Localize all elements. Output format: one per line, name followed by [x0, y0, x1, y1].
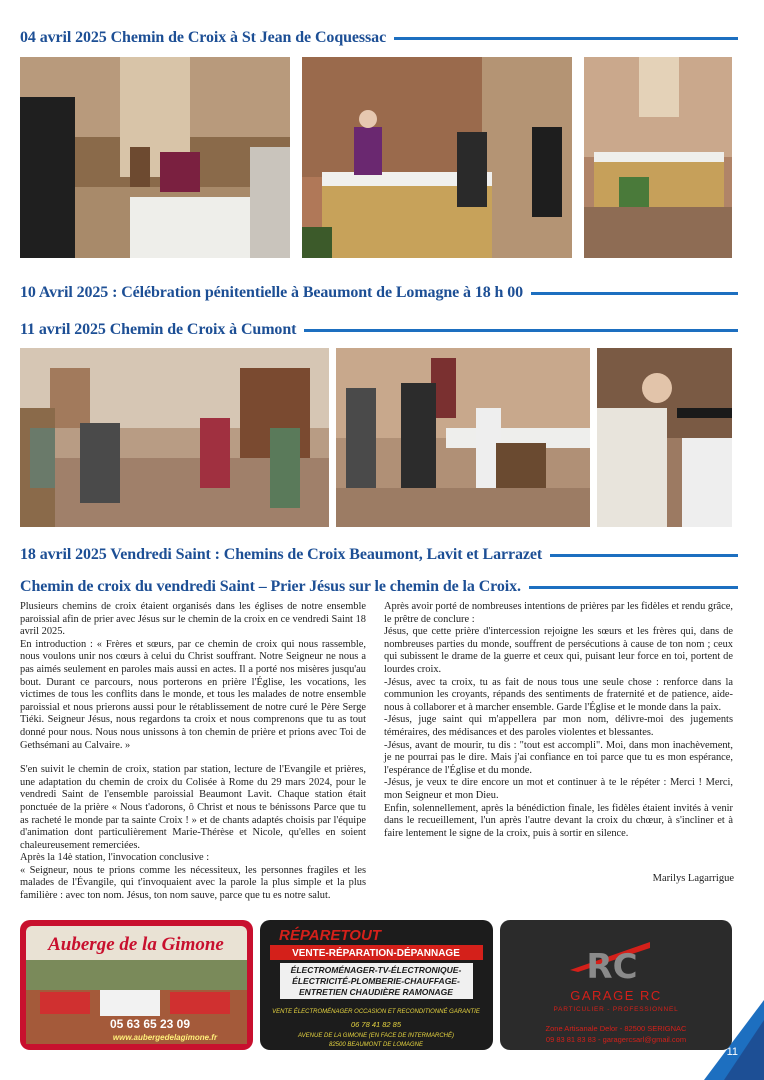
repare-addr1: AVENUE DE LA GIMONE (EN FACE DE INTERMARCHÉ)	[297, 1033, 455, 1039]
article-paragraph: Après la 14è station, l'invocation conclusive :	[20, 852, 210, 864]
article-paragraph: « Seigneur, nous te prions comme les nécessiteux, les personnes fragiles et les malades de l'Évangile, qui t'invoquaient avec la parole la plus simple et la plus familière : avec ton nom. Jésus, ton nom sauve, parce que tu es notre salut.	[20, 864, 366, 902]
corner-decoration	[704, 1000, 764, 1080]
heading-text: 04 avril 2025 Chemin de Croix à St Jean de Coquessac	[20, 29, 387, 46]
section-heading-beaumont	[20, 284, 738, 302]
photo-cumont-3	[597, 348, 732, 527]
repare-addr2: 82500 BEAUMONT DE LOMAGNE	[328, 1042, 424, 1048]
section-heading-cumont	[20, 321, 738, 339]
section-heading-prier-jesus	[20, 578, 738, 596]
heading-text: Chemin de croix du vendredi Saint – Prier Jésus sur le chemin de la Croix.	[20, 578, 521, 595]
photo-coquessac-1	[20, 57, 290, 258]
repare-line5: VENTE ÉLECTROMÉNAGER OCCASION ET RECONDITIONNÉ GARANTIE	[272, 1009, 480, 1015]
garage-logo: RC	[586, 947, 638, 987]
page-number: 11	[726, 1046, 738, 1058]
repare-line2: ÉLECTROMÉNAGER-TV-ÉLECTRONIQUE-	[290, 965, 462, 975]
repare-line3: ÉLECTRICITÉ-PLOMBERIE-CHAUFFAGE-	[292, 976, 460, 986]
article-signature: Marilys Lagarrigue	[652, 873, 734, 884]
article-paragraph: Plusieurs chemins de croix étaient organisés dans les églises de notre ensemble paroissial afin de prier avec Jésus sur le chemin de la croix en ce vendredi Saint 18 avril 2025.	[20, 601, 366, 638]
photo-cumont-2	[336, 348, 590, 527]
article-paragraph: En introduction : « Frères et sœurs, par ce chemin de croix qui nous rassemble, nous voulons unir nos cœurs à celui du Christ souffrant. Notre Seigneur ne nous a pas aimés seulement en paroles mais aussi en actes. Il a porté nos misères jusqu'au bout. Durant ce parcours, nous porterons en prière l'Église, les vocations, les victimes de tous les conflits dans le monde, et tous les malades de notre ensemble paroissial et nous prierons aussi pour le rétablissement de notre curé le Père Serge Tiéki. Seigneur Jésus, nous regardons ta croix et nous comprenons que tu as tout donné pour nous. Nous nous unissons à ton chemin de prière et prions avec Toi de Gethsémani au Calvaire. »	[20, 638, 366, 751]
photo-cumont-1	[20, 348, 329, 527]
garage-sub: PARTICULIER - PROFESSIONNEL	[553, 1006, 679, 1013]
auberge-phone: 05 63 65 23 09	[109, 1017, 191, 1031]
heading-rule	[550, 554, 738, 557]
garage-addr: Zone Artisanale Delor - 82500 SERIGNAC	[545, 1024, 687, 1033]
ad-auberge-gimone[interactable]	[20, 920, 253, 1050]
heading-text: 18 avril 2025 Vendredi Saint : Chemins de Croix Beaumont, Lavit et Larrazet	[20, 546, 543, 563]
section-heading-coquessac	[20, 29, 738, 47]
paragraph-gap	[20, 752, 366, 764]
garage-contact: 09 83 81 83 83 - garagercsarl@gmail.com	[545, 1035, 687, 1044]
garage-name: GARAGE RC	[570, 988, 662, 1003]
heading-rule	[304, 329, 738, 332]
heading-text: 10 Avril 2025 : Célébration pénitentielle à Beaumont de Lomagne à 18 h 00	[20, 284, 524, 301]
article-paragraph: -Jésus, juge saint qui m'appellera par mon nom, délivre-moi des jugements téméraires, des médisances et des paroles violentes et blessantes.	[384, 714, 733, 738]
article-left-column	[20, 601, 366, 903]
heading-rule	[531, 292, 738, 295]
article-paragraph: Enfin, solennellement, après la bénédiction finale, les fidèles étaient invités à venir dans le recueillement, l'un après l'autre devant la croix du chœur, à s'incliner et à faire lentement le signe de la croix, puis à sortir en silence.	[384, 802, 733, 839]
heading-rule	[529, 586, 738, 589]
article-paragraph: Jésus, que cette prière d'intercession rejoigne les sœurs et les frères qui, dans de nombreuses parties du monde, souffrent de persécutions à cause de ton nom ; ceux qui subissent le drame de la guerre et ceux qui, puisant leur force en toi, portent de lourdes croix.	[384, 626, 733, 675]
heading-rule	[394, 37, 738, 40]
photo-coquessac-3	[584, 57, 732, 258]
article-paragraph: S'en suivit le chemin de croix, station par station, lecture de l'Evangile et prières, une adaptation du chemin de croix du Colisée à Rome du 29 mars 2024, pour le vendredi Saint de l'ensemble paroissial Beaumont Lavit. Chaque station était ponctuée de la prière « Nous t'adorons, ô Christ et nous te bénissons Parce que tu as racheté le monde par ta sainte Croix ! » et de chants adaptés choisis par l'équipe d'animation dont particulièrement Marie-Thérèse et Nicole, qu'elles en soient chaleureusement remerciées.	[20, 764, 366, 851]
repare-line1: VENTE-RÉPARATION-DÉPANNAGE	[292, 948, 460, 959]
ad-reparetout[interactable]	[260, 920, 493, 1050]
photo-coquessac-2	[302, 57, 572, 258]
article-paragraph: -Jésus, avant de mourir, tu dis : "tout est accompli". Moi, dans mon inachèvement, je ne pourrai pas le dire. Mais j'ai confiance en toi parce que tu es mon espérance, l'espérance de l'Église et du monde.	[384, 739, 733, 776]
article-paragraph: -Jésus, je veux te dire encore un mot et continuer à te le répéter : Merci ! Merci, mon Seigneur et mon Dieu.	[384, 777, 733, 801]
article-right-column	[384, 601, 733, 840]
article-paragraph: Après avoir porté de nombreuses intentions de prières par les fidèles et rendu grâce, le prêtre de conclure :	[384, 601, 733, 625]
auberge-title: Auberge de la Gimone	[48, 934, 224, 955]
auberge-url: www.aubergedelagimone.fr	[112, 1033, 218, 1042]
repare-line4: ENTRETIEN CHAUDIÈRE RAMONAGE	[299, 987, 453, 997]
heading-text: 11 avril 2025 Chemin de Croix à Cumont	[20, 321, 297, 338]
repare-phone: 06 78 41 82 85	[350, 1020, 402, 1029]
article-paragraph: -Jésus, avec ta croix, tu as fait de nous tous une seule chose : renforce dans la communion les croyants, répands des sentiments de fraternité et de patience, aide-nous à collaborer et à marcher ensemble. Garde l'Église et le monde dans la paix.	[384, 676, 733, 713]
ad-garage-rc[interactable]	[500, 920, 732, 1050]
section-heading-vendredi-saint	[20, 546, 738, 564]
repare-brand: RÉPARETOUT	[279, 927, 381, 944]
